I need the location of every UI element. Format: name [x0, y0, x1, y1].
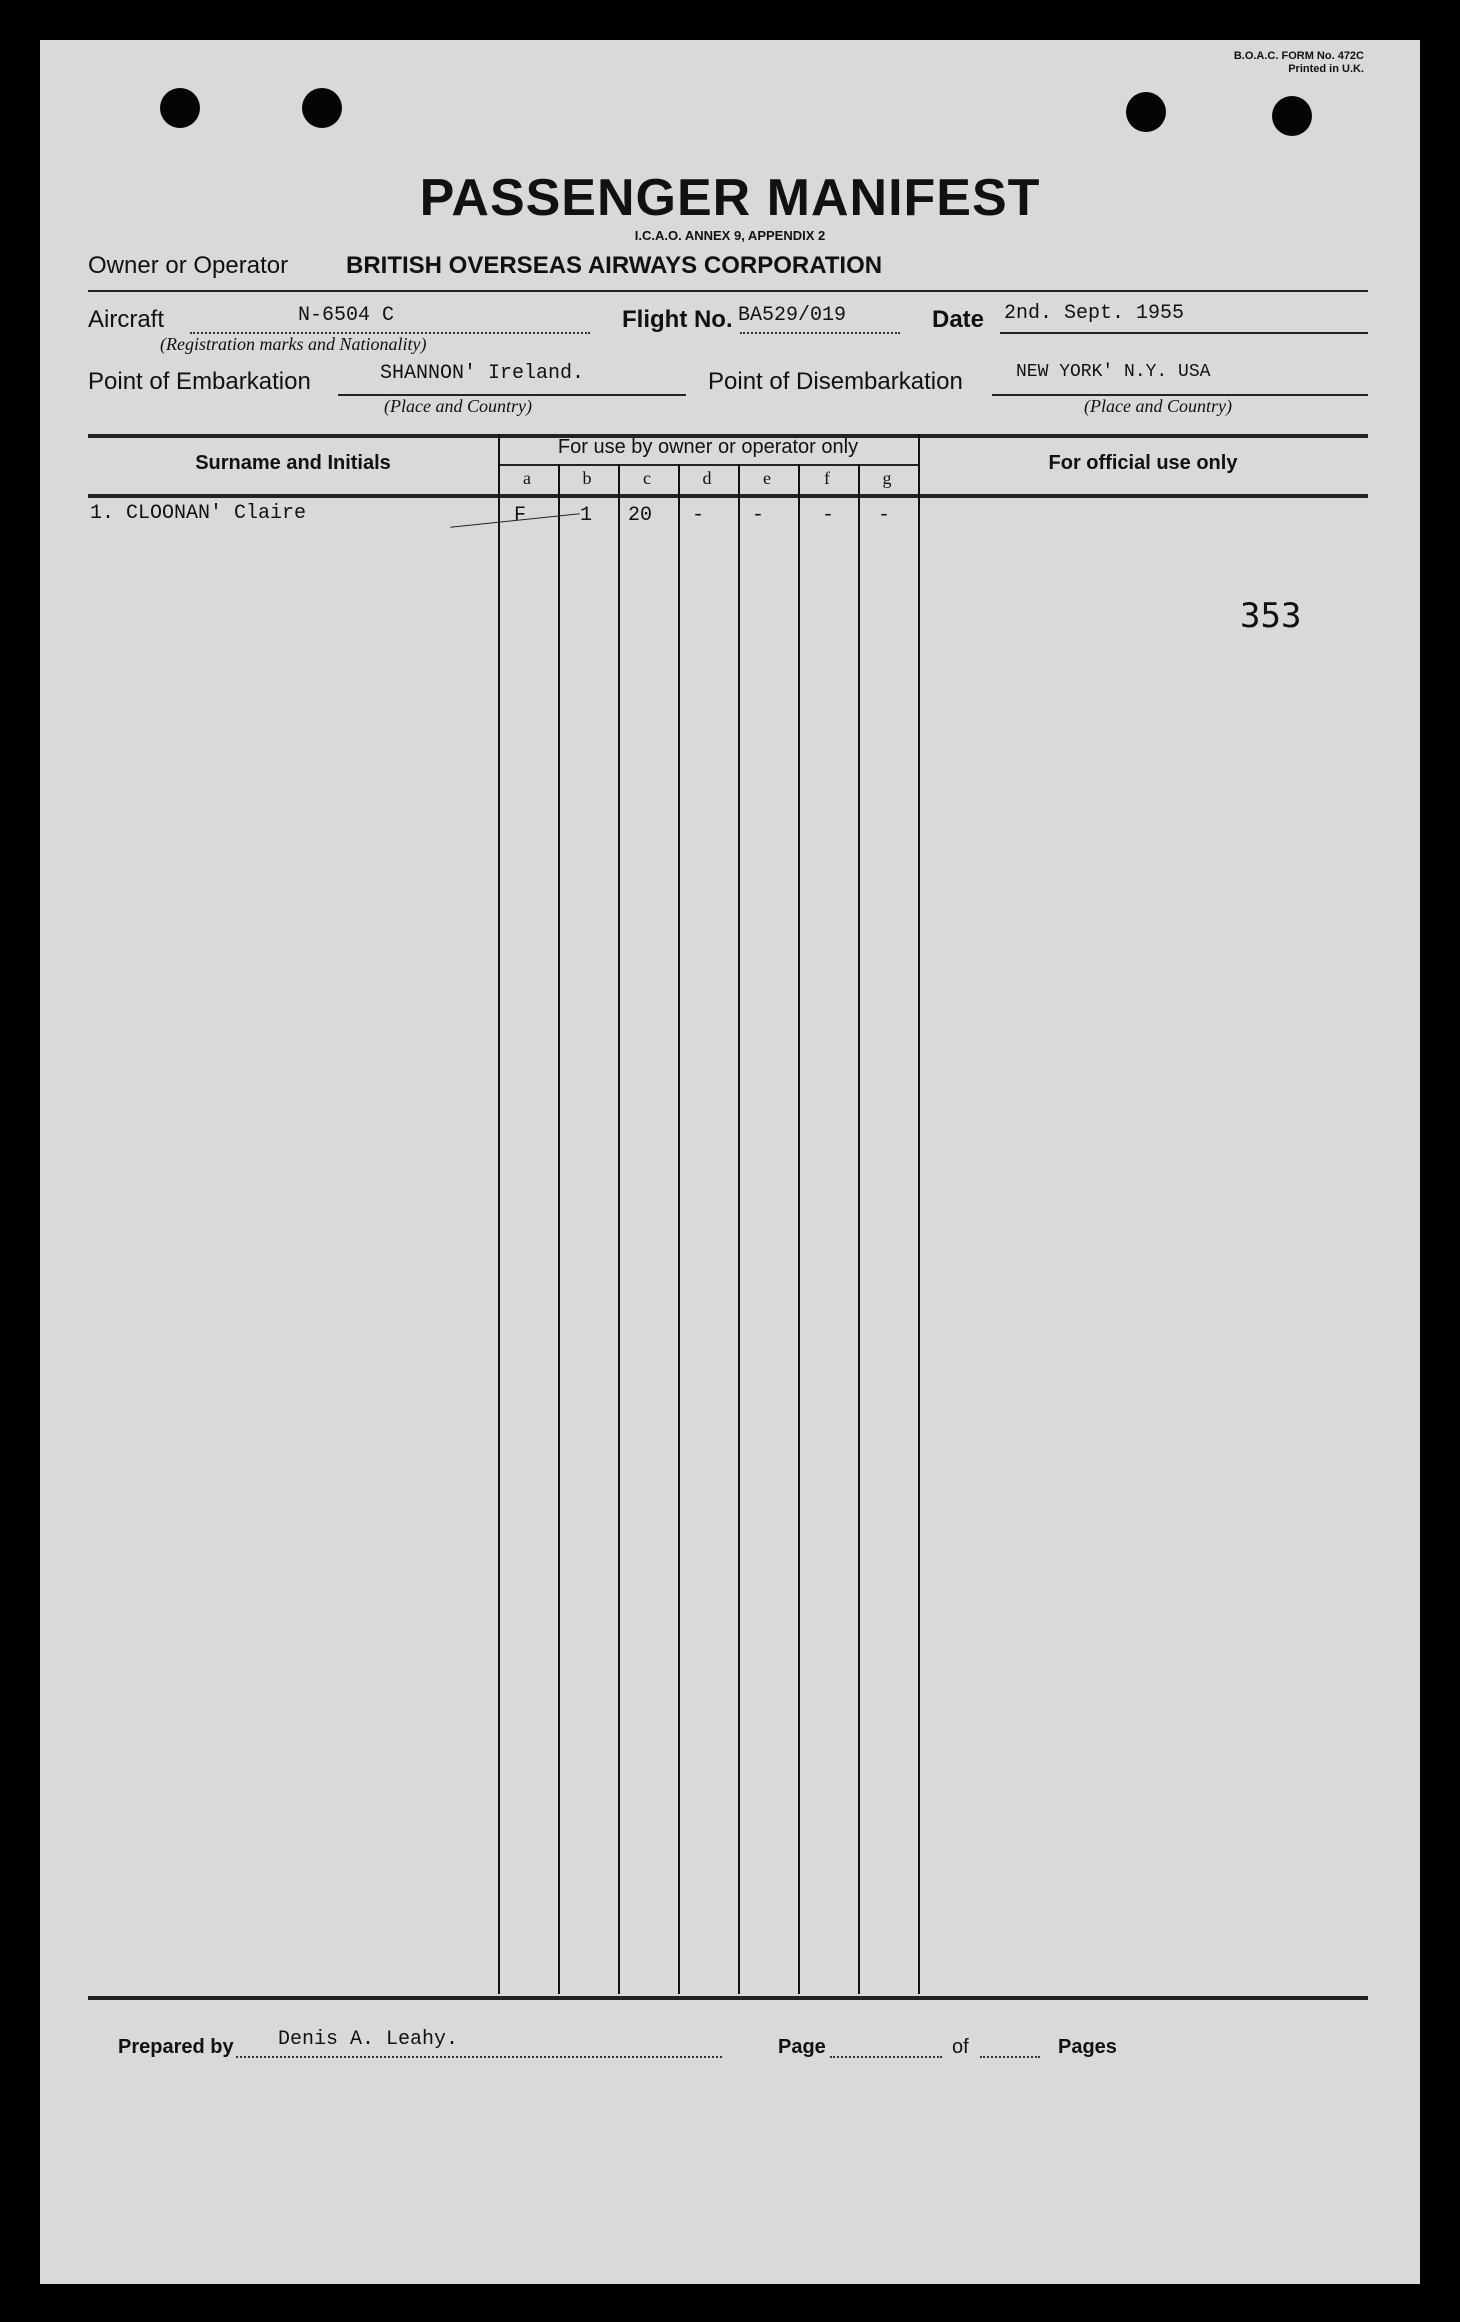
column-divider — [618, 464, 620, 1994]
prepared-by-line — [236, 2056, 722, 2058]
owner-value: BRITISH OVERSEAS AIRWAYS CORPORATION — [346, 252, 883, 279]
embarkation-value: SHANNON' Ireland. — [380, 362, 585, 385]
column-header-d: d — [702, 468, 712, 488]
punch-hole-1 — [160, 88, 200, 128]
passenger-name: 1. CLOONAN' Claire — [90, 502, 307, 525]
pages-label: Pages — [1058, 2036, 1117, 2058]
prepared-by-value: Denis A. Leahy. — [278, 2028, 459, 2051]
column-divider — [918, 434, 920, 1994]
disembarkation-label: Point of Disembarkation — [708, 368, 963, 395]
embarkation-label: Point of Embarkation — [88, 368, 311, 395]
column-header-f: f — [824, 468, 830, 488]
cell-b: 1 — [580, 504, 593, 527]
page-title: PASSENGER MANIFEST — [419, 169, 1041, 227]
column-header-b: b — [582, 468, 592, 488]
column-divider — [738, 464, 740, 1994]
embarkation-hint: (Place and Country) — [384, 396, 532, 416]
form-number-line2: Printed in U.K. — [1288, 63, 1364, 75]
column-divider — [678, 464, 680, 1994]
cell-c: 20 — [628, 504, 653, 527]
cell-d: - — [692, 504, 705, 527]
prepared-by-label: Prepared by — [118, 2036, 234, 2058]
page-label: Page — [778, 2036, 826, 2058]
aircraft-value: N-6504 C — [298, 304, 395, 327]
column-divider — [558, 464, 560, 1994]
column-header-g: g — [882, 468, 892, 488]
column-header-c: c — [643, 468, 651, 488]
operator-subheader-rule — [498, 464, 918, 466]
form-number-line1: B.O.A.C. FORM No. 472C — [1233, 50, 1364, 62]
aircraft-hint: (Registration marks and Nationality) — [160, 334, 427, 354]
table-bottom-rule — [88, 1996, 1368, 2000]
surname-header: Surname and Initials — [195, 452, 391, 474]
page-field-line — [830, 2056, 942, 2058]
owner-label: Owner or Operator — [88, 252, 289, 279]
punch-hole-2 — [302, 88, 342, 128]
owner-rule — [88, 290, 1368, 292]
column-divider — [498, 434, 500, 1994]
cell-f: - — [822, 504, 835, 527]
column-header-a: a — [523, 468, 531, 488]
of-label: of — [952, 2036, 969, 2058]
official-header: For official use only — [1048, 452, 1238, 474]
date-field-line — [1000, 332, 1368, 334]
stamp-number: 353 — [1240, 596, 1302, 636]
aircraft-label: Aircraft — [88, 306, 165, 333]
date-value: 2nd. Sept. 1955 — [1004, 302, 1185, 325]
cell-e: - — [752, 504, 765, 527]
of-field-line — [980, 2056, 1040, 2058]
page-subtitle: I.C.A.O. ANNEX 9, APPENDIX 2 — [634, 228, 826, 243]
manifest-sheet — [40, 40, 1420, 2284]
column-header-e: e — [763, 468, 771, 488]
flight-value: BA529/019 — [738, 304, 847, 327]
disembarkation-hint: (Place and Country) — [1084, 396, 1232, 416]
flight-label: Flight No. — [622, 306, 733, 333]
form-number — [1234, 50, 1364, 76]
cell-g: - — [878, 504, 891, 527]
disembarkation-value: NEW YORK' N.Y. USA — [1016, 362, 1211, 382]
column-divider — [798, 464, 800, 1994]
table-header-bottom-rule — [88, 494, 1368, 498]
date-label: Date — [932, 306, 985, 333]
flight-field-line — [740, 332, 900, 334]
operator-header: For use by owner or operator only — [557, 436, 859, 458]
column-divider — [858, 464, 860, 1994]
cell-a: F — [514, 504, 527, 527]
punch-hole-3 — [1126, 92, 1166, 132]
punch-hole-4 — [1272, 96, 1312, 136]
